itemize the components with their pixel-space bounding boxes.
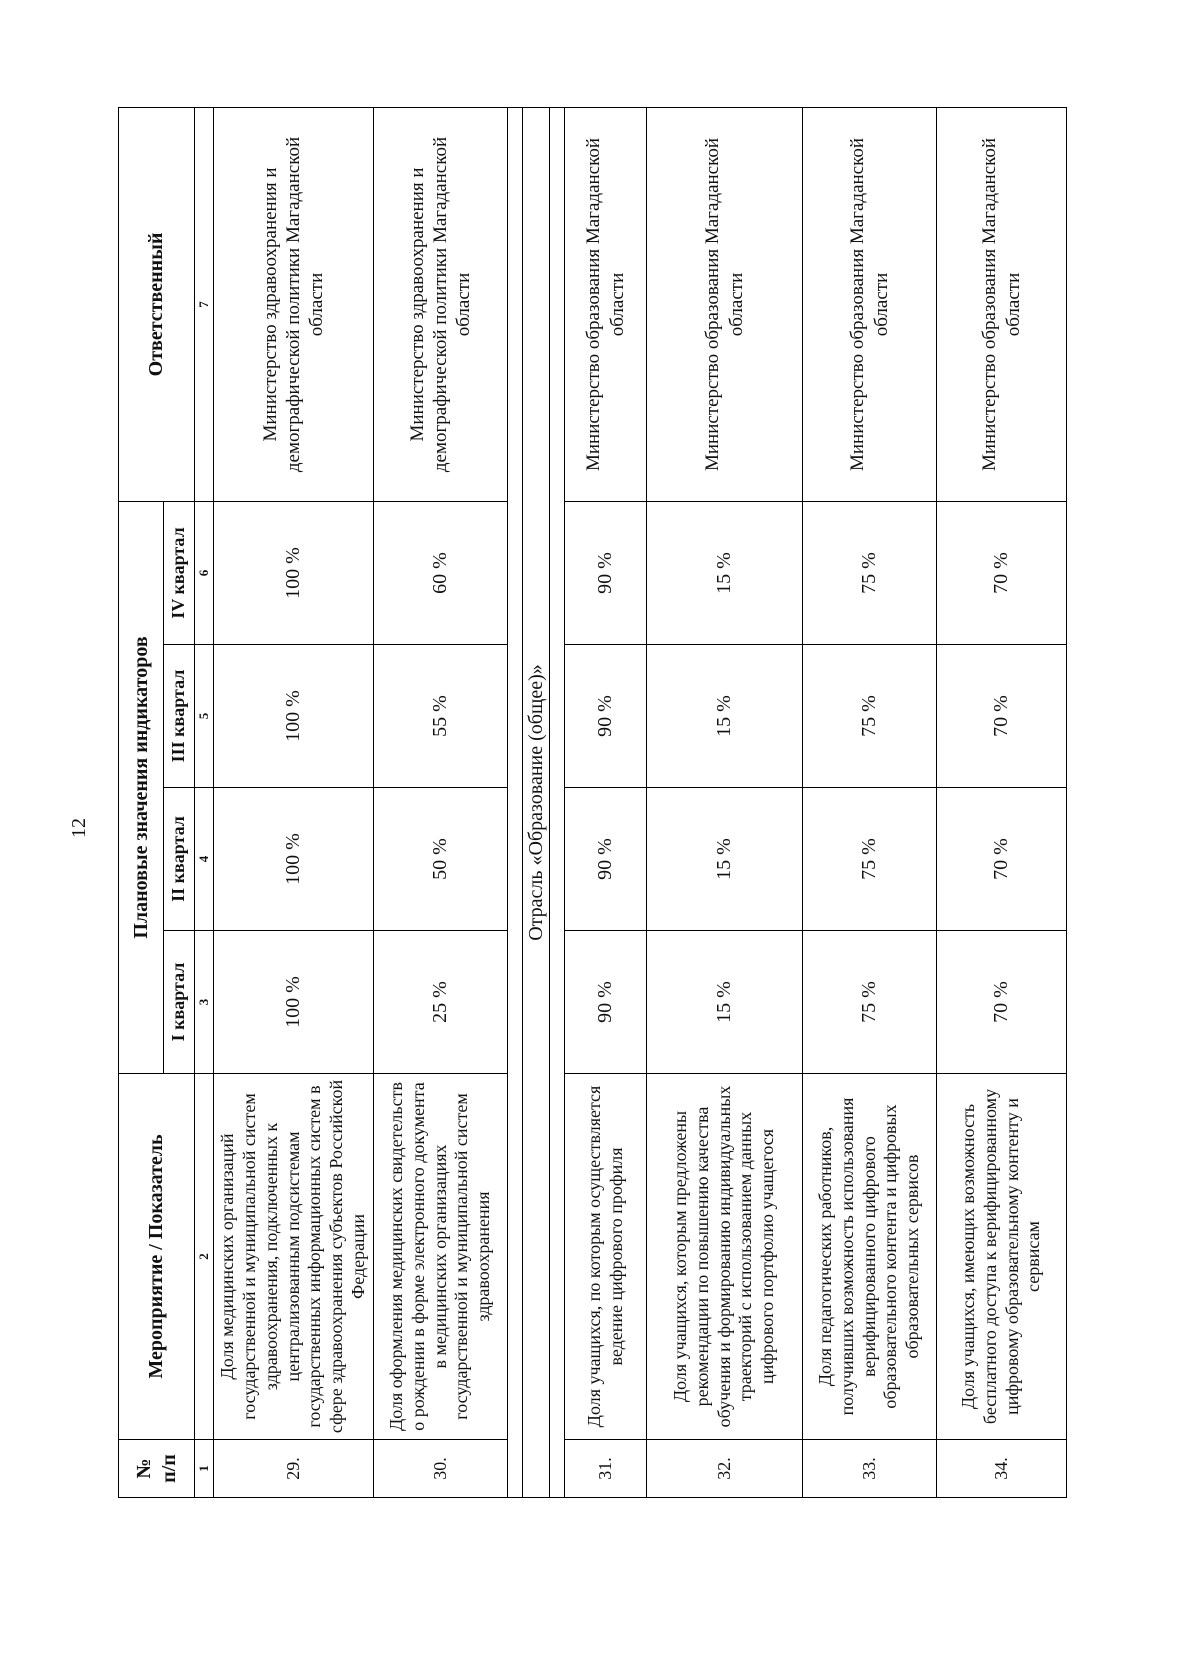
row-q2-value: 15 % (647, 788, 803, 931)
row-responsible: Министерство здравоохранения и демографической политики Магаданской области (374, 107, 508, 501)
row-responsible: Министерство образования Магаданской области (937, 107, 1067, 501)
section-row (523, 107, 550, 1497)
row-q2-value: 100 % (214, 788, 374, 931)
row-q2-value: 70 % (937, 788, 1067, 931)
row-q3-value: 70 % (937, 645, 1067, 788)
header-q2: II квартал (164, 788, 195, 931)
spacer-cell (508, 107, 523, 1497)
row-q2-value: 90 % (565, 788, 647, 931)
row-indicator: Доля учащихся, по которым осуществляется ведение цифрового профиля (565, 1074, 647, 1440)
header-num (119, 1440, 195, 1498)
row-indicator: Доля учащихся, которым предложены рекомендации по повышению качества обучения и формированию индивидуальных траекторий с использованием данных цифрового портфолио учащегося (647, 1074, 803, 1440)
table-row (214, 107, 374, 1497)
table-row (803, 107, 937, 1497)
row-q3-value: 90 % (565, 645, 647, 788)
row-q3-value: 15 % (647, 645, 803, 788)
row-q3-value: 100 % (214, 645, 374, 788)
indicators-table (118, 107, 1067, 1498)
row-q4-value: 60 % (374, 501, 508, 644)
row-q1-value: 100 % (214, 931, 374, 1074)
header-responsible: Ответственный (119, 107, 195, 501)
spacer-cell (550, 107, 565, 1497)
page-number: 12 (68, 818, 90, 838)
header-planned-values: Плановые значения индикаторов (119, 501, 164, 1073)
row-q1-value: 90 % (565, 931, 647, 1074)
column-number: 4 (195, 788, 214, 931)
header-q4: IV квартал (164, 501, 195, 644)
row-q4-value: 100 % (214, 501, 374, 644)
column-number: 5 (195, 645, 214, 788)
column-number: 2 (195, 1074, 214, 1440)
column-number: 3 (195, 931, 214, 1074)
row-responsible: Министерство образования Магаданской области (565, 107, 647, 501)
row-q1-value: 70 % (937, 931, 1067, 1074)
row-q4-value: 90 % (565, 501, 647, 644)
column-number: 1 (195, 1440, 214, 1498)
row-responsible: Министерство здравоохранения и демографической политики Магаданской области (214, 107, 374, 501)
row-q4-value: 15 % (647, 501, 803, 644)
spacer-row (508, 107, 523, 1497)
column-number: 6 (195, 501, 214, 644)
column-number-row (195, 107, 214, 1497)
row-q1-value: 25 % (374, 931, 508, 1074)
table-row (647, 107, 803, 1497)
row-indicator: Доля оформления медицинских свидетельств о рождении в форме электронного документа в медицинских организациях государственной и муниципальной систем здравоохранения (374, 1074, 508, 1440)
row-q2-value: 50 % (374, 788, 508, 931)
row-q2-value: 75 % (803, 788, 937, 931)
table-row (565, 107, 647, 1497)
row-q1-value: 15 % (647, 931, 803, 1074)
row-indicator: Доля педагогических работников, получивших возможность использования верифицированного цифрового образовательного контента и цифровых образовательных сервисов (803, 1074, 937, 1440)
row-number: 31. (565, 1440, 647, 1498)
row-number: 33. (803, 1440, 937, 1498)
row-number: 29. (214, 1440, 374, 1498)
row-q4-value: 75 % (803, 501, 937, 644)
row-q1-value: 75 % (803, 931, 937, 1074)
header-q1: I квартал (164, 931, 195, 1074)
row-number: 32. (647, 1440, 803, 1498)
row-responsible: Министерство образования Магаданской области (803, 107, 937, 501)
rotated-page (60, 78, 1140, 1578)
row-q4-value: 70 % (937, 501, 1067, 644)
table-row (937, 107, 1067, 1497)
row-q3-value: 55 % (374, 645, 508, 788)
row-number: 34. (937, 1440, 1067, 1498)
row-q3-value: 75 % (803, 645, 937, 788)
row-indicator: Доля учащихся, имеющих возможность бесплатного доступа к верифицированному цифровому образовательному контенту и сервисам (937, 1074, 1067, 1440)
row-number: 30. (374, 1440, 508, 1498)
row-indicator: Доля медицинских организаций государственной и муниципальной систем здравоохранения, подключенных к централизованным подсистемам государственных информационных систем в сфере здравоохранения субъектов Российской Федерации (214, 1074, 374, 1440)
column-number: 7 (195, 107, 214, 501)
row-responsible: Министерство образования Магаданской области (647, 107, 803, 501)
spacer-row (550, 107, 565, 1497)
header-indicator: Мероприятие / Показатель (119, 1074, 195, 1440)
section-title: Отрасль «Образование (общее)» (523, 107, 550, 1497)
header-num-text: № п/п (133, 1454, 180, 1483)
header-q3: III квартал (164, 645, 195, 788)
table-row (374, 107, 508, 1497)
